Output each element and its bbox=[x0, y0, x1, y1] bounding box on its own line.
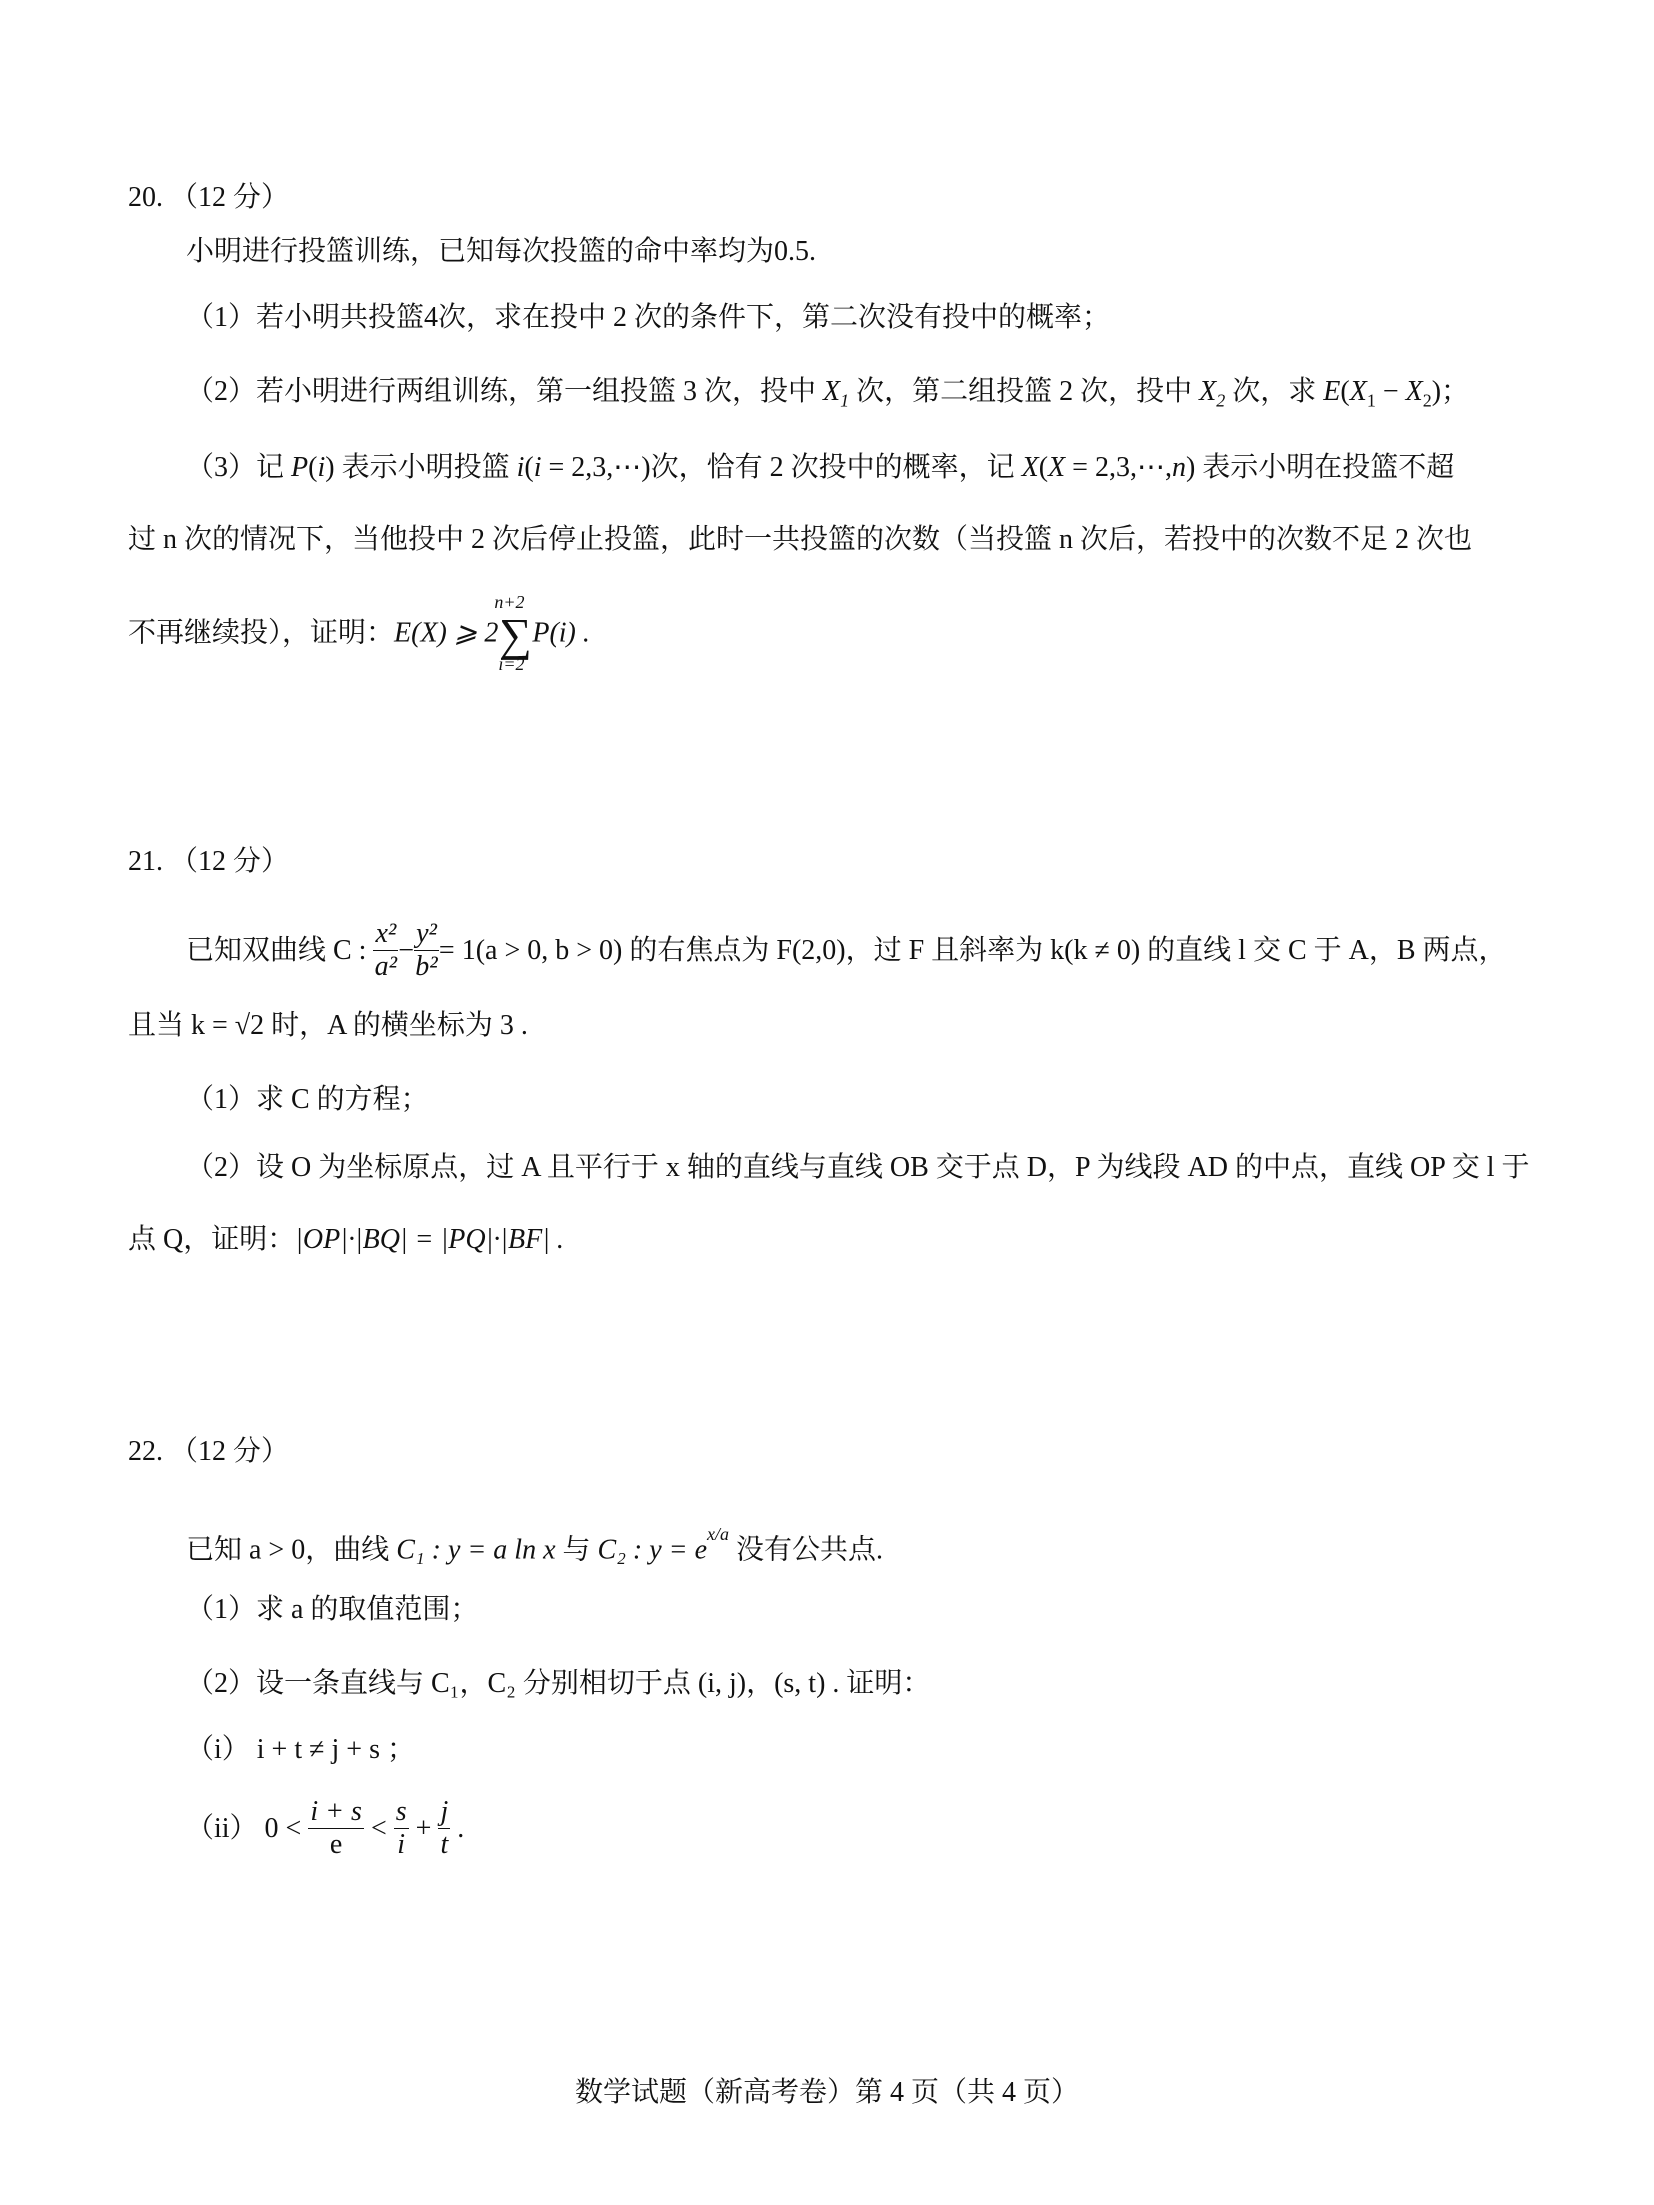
q21-prove-label: 点 Q，证明： bbox=[128, 1224, 296, 1255]
q20-part3-text-d: 表示小明在投篮不超 bbox=[1195, 452, 1455, 483]
q20-part3-text-c: 次，恰有 2 次投中的概率，记 bbox=[650, 452, 1022, 483]
q22-ii-less-than: < bbox=[363, 1812, 394, 1844]
q22-stem bbox=[186, 1522, 883, 1570]
q20-part3-line1: （3）记 P(i) 表示小明投篮 i(i = 2,3,⋯)次，恰有 2 次投中的概率，记 X(X = 2,3,⋯,n) 表示小明在投篮不超 bbox=[186, 452, 1455, 483]
q20-ineq-right: P(i) . bbox=[532, 617, 590, 649]
q20-part3-text-b: 表示小明投篮 bbox=[334, 452, 517, 483]
q22-part1: （1）求 a 的取值范围； bbox=[186, 1594, 479, 1625]
q20-part1: （1）若小明共投篮4次，求在投中 2 次的条件下，第二次没有投中的概率； bbox=[186, 302, 1111, 333]
curve-c1: C₁ : y = a ln x bbox=[396, 1534, 556, 1566]
q20-part2-end: ； bbox=[1441, 376, 1470, 407]
q20-part3-line3 bbox=[128, 592, 590, 674]
q21-part2-line2 bbox=[128, 1220, 564, 1260]
q20-part2-text-b: 次，第二组投篮 2 次，投中 bbox=[856, 376, 1200, 407]
q20-part2: （2）若小明进行两组训练，第一组投篮 3 次，投中 $X_1$ 次，第二组投篮 2 次，投中 $X_2$ 次，求 $E(X_1 - X_2)$； bbox=[186, 376, 1470, 411]
q21-part2-line1: （2）设 O 为坐标原点，过 A 且平行于 x 轴的直线与直线 OB 交于点 D，P 为线段 AD 的中点，直线 OP 交 l 于 bbox=[186, 1152, 1530, 1183]
q21-stem-line2: 且当 k = √2 时，A 的横坐标为 3 . bbox=[128, 1010, 528, 1041]
q21-abs-equation: |OP|·|BQ| = |PQ|·|BF| . bbox=[295, 1224, 564, 1255]
q22-part2: （2）设一条直线与 C₁，C₂ 分别相切于点 (i, j)，(s, t) . 证明： bbox=[186, 1668, 931, 1699]
frac-y2-b2: $\frac{\text{y²}}{\text{b²}}$ bbox=[415, 918, 438, 982]
q22-header: 22. （12 分） bbox=[128, 1436, 290, 1467]
summation-symbol: n+2 ∑ i=2 bbox=[494, 592, 532, 674]
x1-symbol: $X_1$ bbox=[823, 376, 850, 411]
q21-stem-text-b: = 1(a > 0, b > 0) 的右焦点为 F(2,0)，过 F 且斜率为 k(k ≠ 0) 的直线 l 交 C 于 A，B 两点， bbox=[438, 934, 1507, 966]
frac-j-over-t: $\frac{j}{t}$ bbox=[440, 1796, 449, 1860]
q22-part2-ii bbox=[186, 1798, 464, 1863]
expectation-expr: E bbox=[1323, 376, 1341, 407]
q22-stem-mid: 与 bbox=[555, 1534, 598, 1566]
q22-part2-i: （i） i + t ≠ j + s ； bbox=[186, 1734, 415, 1765]
q20-part3-line2: 过 n 次的情况下，当他投中 2 次后停止投篮，此时一共投篮的次数（当投篮 n 次后，若投中的次数不足 2 次也 bbox=[128, 524, 1473, 555]
page-footer: 数学试题（新高考卷）第 4 页（共 4 页） bbox=[574, 2077, 1079, 2108]
x2-symbol: $X_2$ bbox=[1199, 376, 1226, 411]
q21-part1: （1）求 C 的方程； bbox=[186, 1084, 429, 1115]
q22-ii-plus: + bbox=[408, 1812, 439, 1844]
q20-part3-text-a: （3）记 bbox=[186, 452, 292, 483]
curve-c2: C₂ : y = e bbox=[597, 1534, 707, 1566]
q22-ii-label: （ii） 0 < bbox=[186, 1812, 302, 1844]
frac-x2-a2: $\frac{\text{x²}}{\text{a²}}$ bbox=[374, 918, 398, 982]
q22-ii-end: . bbox=[450, 1812, 465, 1844]
q21-stem: 已知双曲线 C : $\frac{\text{x²}}{\text{a²}}$ − $\frac{\text{y²}}{\text{b²}}$ = 1(a > 0, b > 0) 的右焦点为 F(2,0)，过 F 且斜率为 k(k ≠ 0) 的直线 l 交 C 于 A，B 两点， bbox=[186, 918, 1507, 982]
frac-s-over-i: $\frac{s}{i}$ bbox=[395, 1796, 407, 1860]
q22-stem-end: 没有公共点. bbox=[729, 1534, 884, 1566]
q21-stem-text-a: 已知双曲线 C : bbox=[186, 934, 374, 966]
q20-part3-prove-label: 不再继续投），证明： bbox=[128, 617, 395, 649]
exponent-x-over-a: x/a bbox=[707, 1524, 729, 1544]
frac-i-plus-s-over-e: $\frac{i + s}{e}$ bbox=[310, 1796, 362, 1860]
q21-header: 21. （12 分） bbox=[128, 846, 290, 877]
q20-part2-text-a: （2）若小明进行两组训练，第一组投篮 3 次，投中 bbox=[186, 376, 824, 407]
q20-ineq-left: E(X) ⩾ 2 bbox=[394, 617, 499, 649]
q22-stem-text-a: 已知 a > 0，曲线 bbox=[186, 1534, 397, 1566]
q20-stem: 小明进行投篮训练，已知每次投篮的命中率均为0.5. bbox=[186, 236, 817, 267]
q20-header: 20. （12 分） bbox=[128, 182, 290, 213]
q20-part2-text-c: 次，求 bbox=[1232, 376, 1324, 407]
